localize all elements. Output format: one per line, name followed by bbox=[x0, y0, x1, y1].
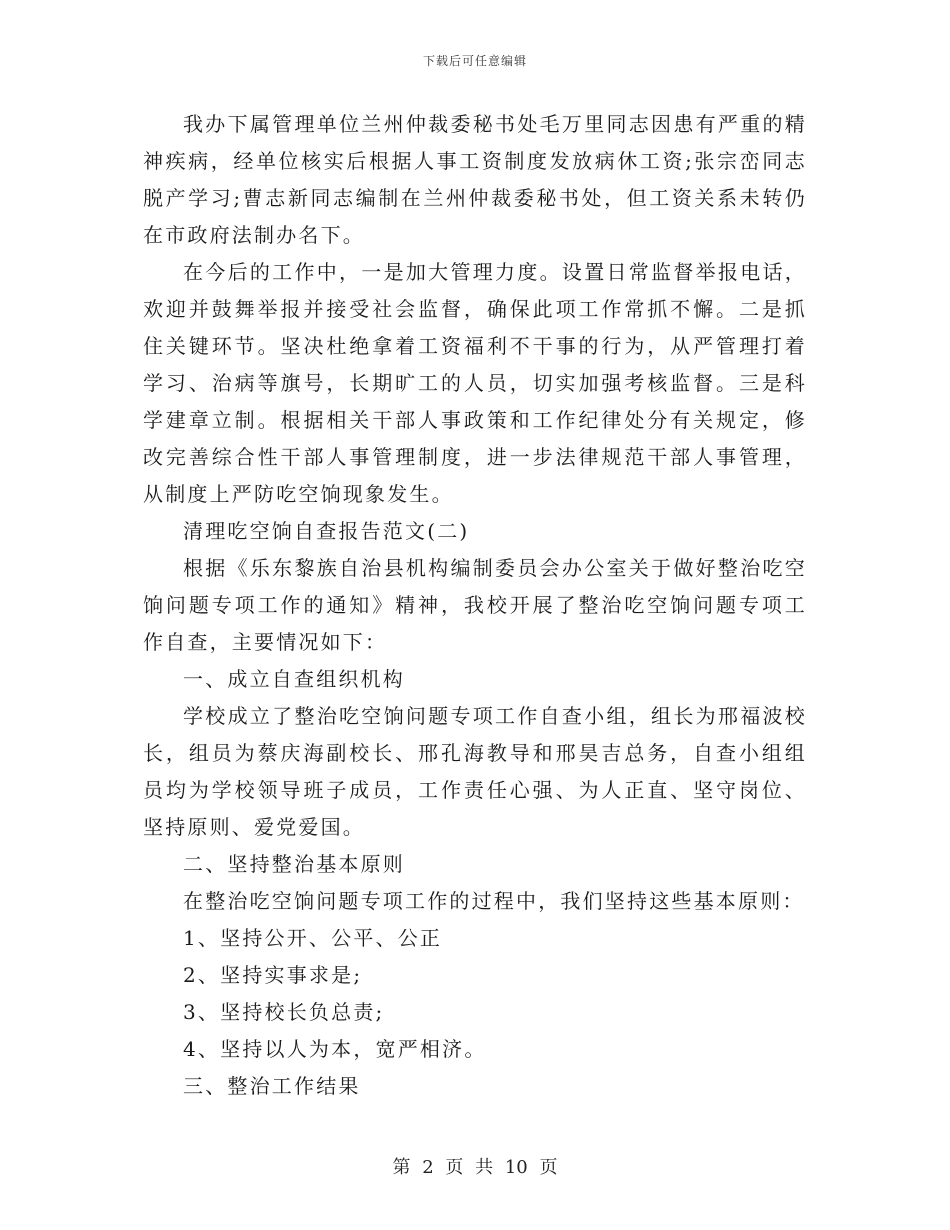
list-item: 4、坚持以人为本，宽严相济。 bbox=[183, 1037, 487, 1061]
paragraph: 我办下属管理单位兰州仲裁委秘书处毛万里同志因患有严重的精神疾病，经单位核实后根据人事工资制度发放病休工资;张宗峦同志脱产学习;曹志新同志编制在兰州仲裁委秘书处，但工资关系未转仍在市政府法制办名下。 bbox=[143, 112, 807, 247]
list-item: 1、坚持公开、公平、公正 bbox=[183, 926, 443, 950]
section-title: 清理吃空饷自查报告范文(二) bbox=[183, 519, 470, 543]
document-body bbox=[143, 106, 807, 1105]
header-note: 下载后可任意编辑 bbox=[422, 54, 527, 68]
section-heading: 二、坚持整治基本原则 bbox=[183, 852, 405, 876]
paragraph: 在整治吃空饷问题专项工作的过程中，我们坚持这些基本原则： bbox=[183, 889, 805, 913]
page-number: 第 2 页 共 10 页 bbox=[392, 1157, 558, 1178]
section-heading: 三、整治工作结果 bbox=[183, 1074, 361, 1098]
list-item: 2、坚持实事求是; bbox=[183, 963, 363, 987]
list-item: 3、坚持校长负总责; bbox=[183, 1000, 385, 1024]
paragraph: 学校成立了整治吃空饷问题专项工作自查小组，组长为邢福波校长，组员为蔡庆海副校长、邢孔海教导和邢昊吉总务，自查小组组员均为学校领导班子成员，工作责任心强、为人正直、坚守岗位、坚持原则、爱党爱国。 bbox=[143, 704, 807, 839]
paragraph: 在今后的工作中，一是加大管理力度。设置日常监督举报电话，欢迎并鼓舞举报并接受社会监督，确保此项工作常抓不懈。二是抓住关键环节。坚决杜绝拿着工资福利不干事的行为，从严管理打着学习、治病等旗号，长期旷工的人员，切实加强考核监督。三是科学建章立制。根据相关干部人事政策和工作纪律处分有关规定，修改完善综合性干部人事管理制度，进一步法律规范干部人事管理，从制度上严防吃空饷现象发生。 bbox=[143, 260, 807, 506]
paragraph: 根据《乐东黎族自治县机构编制委员会办公室关于做好整治吃空饷问题专项工作的通知》精神，我校开展了整治吃空饷问题专项工作自查，主要情况如下： bbox=[143, 556, 807, 654]
section-heading: 一、成立自查组织机构 bbox=[183, 667, 405, 691]
